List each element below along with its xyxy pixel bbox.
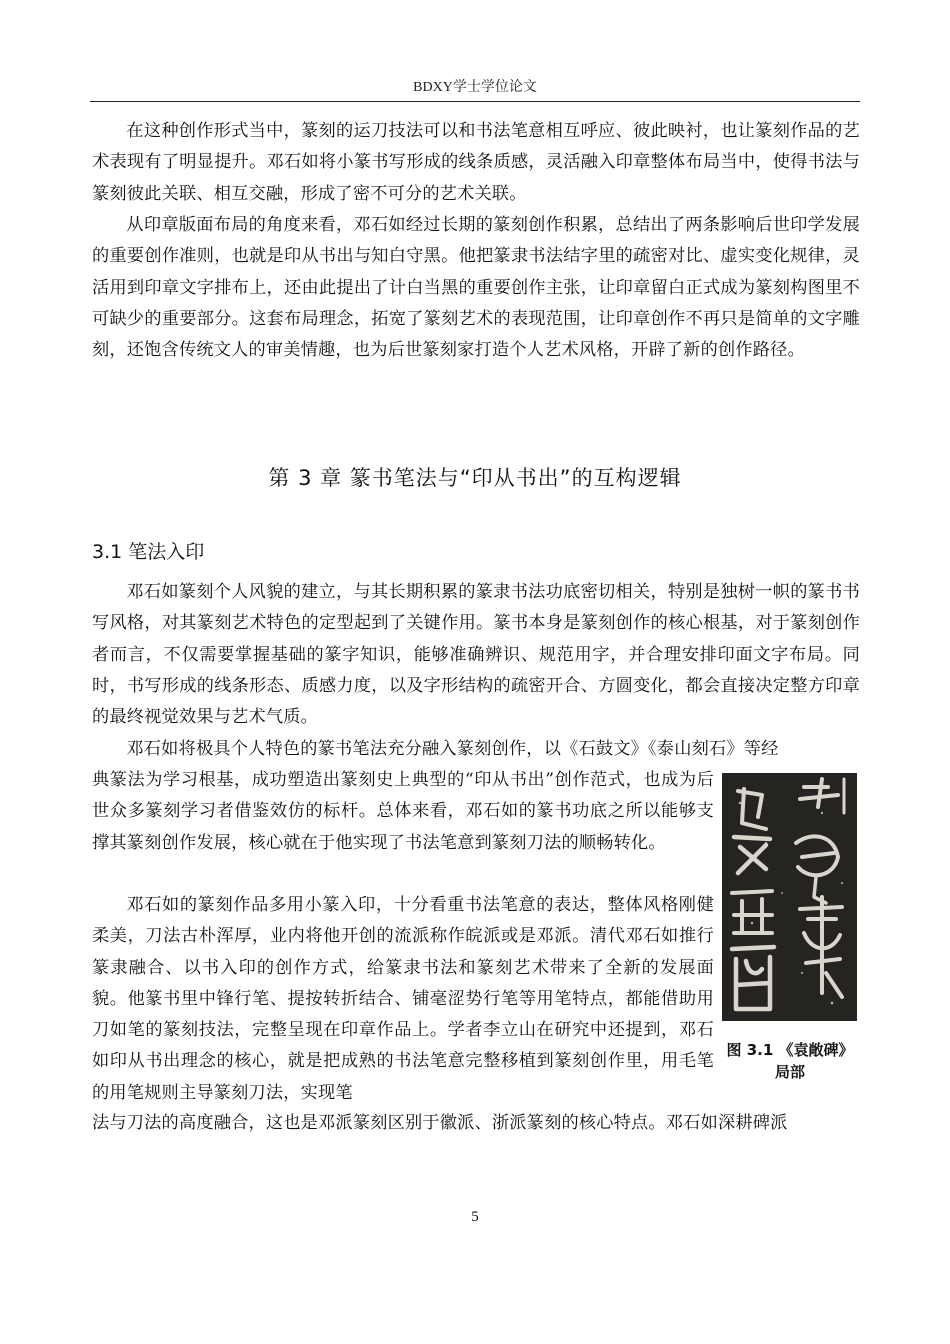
paragraph-4-wrap: 典篆法为学习根基，成功塑造出篆刻史上典型的“印从书出”创作范式，也成为后世众多篆刻学习者借鉴效仿的标杆。总体来看，邓石如的篆书功底之所以能够支撑其篆刻创作发展，核心就在于他实现了书法笔意到篆刻刀法的顺畅转化。 <box>92 770 714 853</box>
paragraph-1: 在这种创作形式当中，篆刻的运刀技法可以和书法笔意相互呼应、彼此映衬，也让篆刻作品的艺术表现有了明显提升。邓石如将小篆书写形成的线条质感，灵活融入印章整体布局当中，使得书法与篆刻彼此关联、相互交融，形成了密不可分的艺术关联。 <box>92 121 860 204</box>
paragraph-2: 从印章版面布局的角度来看，邓石如经过长期的篆刻创作积累，总结出了两条影响后世印学发展的重要创作准则，也就是印从书出与知白守黑。他把篆隶书法结字里的疏密对比、虚实变化规律，灵活用到印章文字排布上，还由此提出了计白当黑的重要创作主张，让印章留白正式成为篆刻构图里不可缺少的重要部分。这套布局理念，拓宽了篆刻艺术的表现范围，让印章创作不再只是简单的文字雕刻，还饱含传统文人的审美情趣，也为后世篆刻家打造个人艺术风格，开辟了新的创作路径。 <box>92 215 860 361</box>
figure-rubbing <box>722 773 858 1083</box>
paragraph-5-last-line: 法与刀法的高度融合，这也是邓派篆刻区别于徽派、浙派篆刻的核心特点。邓石如深耕碑派 <box>92 1113 788 1133</box>
section-title: 3.1 笔法入印 <box>92 541 205 563</box>
paragraph-5-wrap: 邓石如的篆刻作品多用小篆入印，十分看重书法笔意的表达，整体风格刚健柔美，刀法古朴浑厚，业内将他开创的流派称作皖派或是邓派。清代邓石如推行篆隶融合、以书入印的创作方式，给篆隶书法和篆刻艺术带来了全新的发展面貌。他篆书里中锋行笔、提按转折结合、铺毫涩势行笔等用笔特点，都能借助用刀如笔的篆刻技法，完整呈现在印章作品上。学者李立山在研究中还提到，邓石如印从书出理念的核心，就是把成熟的书法笔意完整移植到篆刻创作里，用毛笔的用笔规则主导篆刻刀法，实现笔 <box>92 895 714 1103</box>
figure-caption: 图 3.1 《袁敞碑》局部 <box>726 1041 854 1081</box>
stele-rubbing-image <box>722 773 857 1021</box>
page-number: 5 <box>471 1209 479 1225</box>
chapter-title: 第 3 章 篆书笔法与“印从书出”的互构逻辑 <box>268 466 682 490</box>
running-header: BDXY学士学位论文 <box>413 80 537 95</box>
header-rule <box>90 101 860 102</box>
paragraph-3: 邓石如篆刻个人风貌的建立，与其长期积累的篆隶书法功底密切相关，特别是独树一帜的篆书书写风格，对其篆刻艺术特色的定型起到了关键作用。篆书本身是篆刻创作的核心根基，对于篆刻创作者而言，不仅需要掌握基础的篆字知识，能够准确辨识、规范用字，并合理安排印面文字布局。同时，书写形成的线条形态、质感力度，以及字形结构的疏密开合、方圆变化，都会直接决定整方印章的最终视觉效果与艺术气质。 <box>92 582 860 728</box>
paragraph-4-first-line: 邓石如将极具个人特色的篆书笔法充分融入篆刻创作，以《石鼓文》《泰山刻石》等经 <box>126 739 779 759</box>
